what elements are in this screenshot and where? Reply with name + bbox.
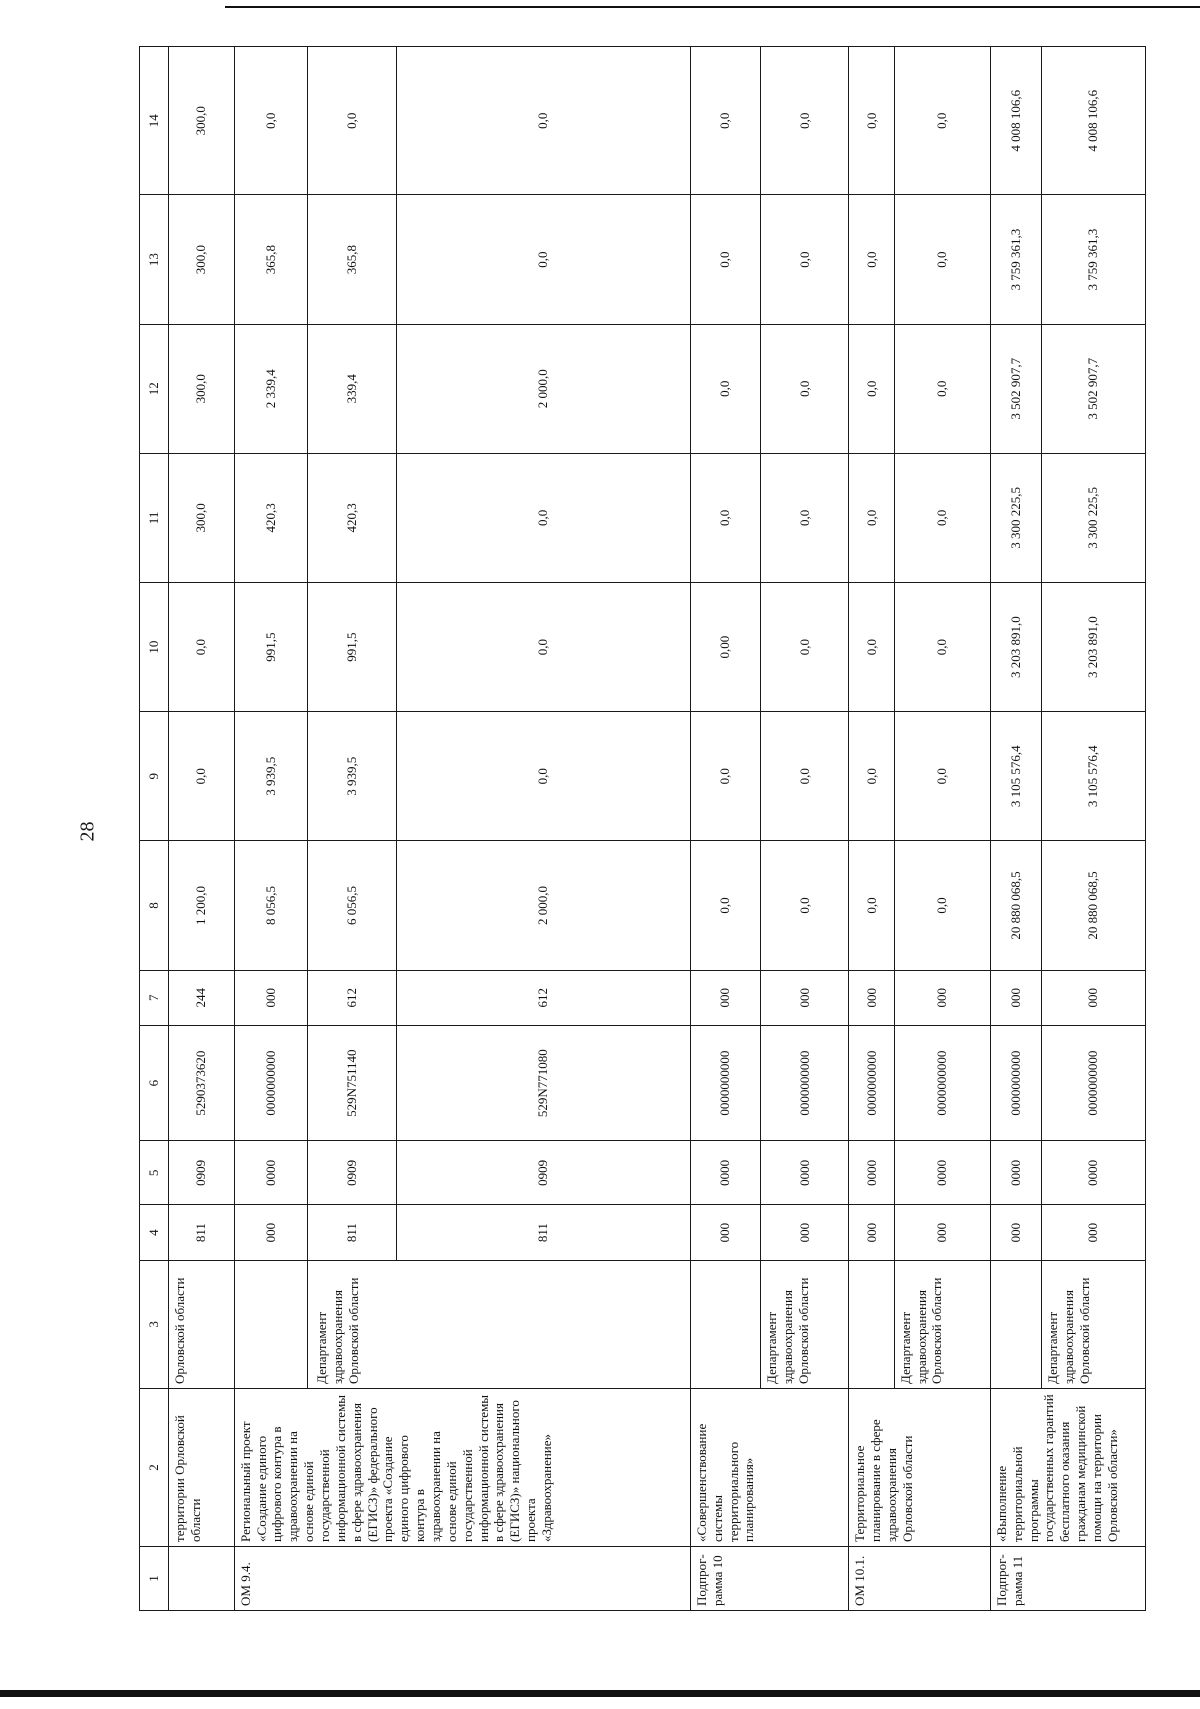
header-row	[140, 47, 169, 1611]
cell-year: 0,0	[894, 453, 990, 582]
cell-year: 3 300 225,5	[1041, 453, 1145, 582]
cell-year: 3 300 225,5	[990, 453, 1041, 582]
cell-total: 2 000,0	[396, 841, 690, 970]
cell-year: 3 105 576,4	[990, 712, 1041, 841]
cell-year: 420,3	[234, 453, 308, 582]
col-header: 7	[140, 970, 169, 1026]
cell-year: 300,0	[169, 47, 235, 195]
cell-year: 0,0	[894, 712, 990, 841]
row-name: Территориальное планирование в сфере здравоохранения Орловской области	[849, 1388, 991, 1546]
cell-total: 1 200,0	[169, 841, 235, 970]
cell-csr: 0000000000	[1041, 1026, 1145, 1141]
row-code: ОМ 9.4.	[234, 1546, 690, 1610]
cell-year: 3 203 891,0	[1041, 583, 1145, 712]
col-header: 11	[140, 453, 169, 582]
cell-year: 0,00	[690, 583, 760, 712]
cell-year: 0,0	[894, 47, 990, 195]
col-header: 3	[140, 1260, 169, 1388]
cell-grbs: 000	[234, 1205, 308, 1261]
table-row-sub10-exec	[761, 47, 849, 1611]
table-row-om94-exec1	[308, 47, 396, 1611]
row-executor	[990, 1260, 1041, 1388]
cell-year: 0,0	[396, 195, 690, 324]
row-executor: Орловской области	[169, 1260, 235, 1388]
cell-year: 0,0	[396, 583, 690, 712]
row-code	[169, 1546, 235, 1610]
row-executor	[849, 1260, 894, 1388]
cell-year: 0,0	[849, 195, 894, 324]
cell-csr: 0000000000	[990, 1026, 1041, 1141]
cell-vr: 612	[396, 970, 690, 1026]
top-rule	[225, 6, 1200, 8]
cell-year: 0,0	[690, 453, 760, 582]
cell-year: 0,0	[169, 583, 235, 712]
cell-year: 0,0	[894, 324, 990, 453]
col-header: 5	[140, 1141, 169, 1205]
row-name: Региональный проект «Создание единого цифрового контура в здравоохранении на основе единой государственной информационной системы в сфере здравоохранения (ЕГИСЗ)» федерального проекта «Создание единого цифрового контура в здравоохранении на основе единой государственной информационной системы в сфере здравоохранения (ЕГИСЗ)» национального проекта «Здравоохранение»	[234, 1388, 690, 1546]
cell-year: 300,0	[169, 324, 235, 453]
row-name: «Совершенствование системы территориального планирования»	[690, 1388, 848, 1546]
row-executor	[690, 1260, 760, 1388]
cell-rzpr: 0909	[396, 1141, 690, 1205]
cell-rzpr: 0000	[894, 1141, 990, 1205]
cell-year: 0,0	[894, 583, 990, 712]
cell-rzpr: 0909	[169, 1141, 235, 1205]
cell-year: 0,0	[849, 324, 894, 453]
table-row-sub11-total	[990, 47, 1041, 1611]
cell-grbs: 000	[849, 1205, 894, 1261]
cell-grbs: 811	[396, 1205, 690, 1261]
cell-year: 2 339,4	[234, 324, 308, 453]
row-executor	[234, 1260, 308, 1388]
cell-year: 3 759 361,3	[1041, 195, 1145, 324]
cell-year: 0,0	[396, 47, 690, 195]
bottom-rule	[0, 1690, 1200, 1697]
cell-year: 3 939,5	[234, 712, 308, 841]
col-header: 14	[140, 47, 169, 195]
cell-year: 0,0	[396, 712, 690, 841]
cell-year: 0,0	[690, 47, 760, 195]
cell-csr: 0000000000	[690, 1026, 760, 1141]
row-executor: Департамент здравоохранения Орловской области	[761, 1260, 849, 1388]
cell-year: 0,0	[849, 47, 894, 195]
row-name: «Выполнение территориальной программы государственных гарантий бесплатного оказания гражданам медицинской помощи на территории Орловской области»	[990, 1388, 1145, 1546]
cell-year: 0,0	[849, 583, 894, 712]
cell-year: 0,0	[761, 195, 849, 324]
cell-grbs: 000	[990, 1205, 1041, 1261]
table-row-om94-total	[234, 47, 308, 1611]
page-number: 28	[76, 821, 99, 842]
cell-rzpr: 0000	[690, 1141, 760, 1205]
cell-year: 365,8	[308, 195, 396, 324]
cell-grbs: 811	[169, 1205, 235, 1261]
cell-rzpr: 0000	[849, 1141, 894, 1205]
row-code: Подпрог-рамма 10	[690, 1546, 848, 1610]
cell-year: 0,0	[894, 195, 990, 324]
cell-year: 3 502 907,7	[990, 324, 1041, 453]
cell-csr: 0000000000	[849, 1026, 894, 1141]
cell-year: 3 502 907,7	[1041, 324, 1145, 453]
row-name: территории Орловской области	[169, 1388, 235, 1546]
cell-csr: 5290373620	[169, 1026, 235, 1141]
table-row-sub10-total	[690, 47, 760, 1611]
table-row-sub11-exec	[1041, 47, 1145, 1611]
row-code: Подпрог-рамма 11	[990, 1546, 1145, 1610]
cell-year: 0,0	[234, 47, 308, 195]
cell-vr: 000	[990, 970, 1041, 1026]
cell-grbs: 000	[761, 1205, 849, 1261]
cell-vr: 612	[308, 970, 396, 1026]
cell-grbs: 000	[894, 1205, 990, 1261]
cell-year: 991,5	[234, 583, 308, 712]
col-header: 13	[140, 195, 169, 324]
cell-total: 20 880 068,5	[990, 841, 1041, 970]
cell-year: 991,5	[308, 583, 396, 712]
cell-grbs: 811	[308, 1205, 396, 1261]
cell-vr: 000	[234, 970, 308, 1026]
row-executor: Департамент здравоохранения Орловской области	[894, 1260, 990, 1388]
cell-rzpr: 0000	[761, 1141, 849, 1205]
cell-year: 0,0	[761, 324, 849, 453]
cell-grbs: 000	[1041, 1205, 1145, 1261]
budget-table-rotated	[139, 46, 1146, 1611]
cell-year: 0,0	[761, 712, 849, 841]
cell-total: 20 880 068,5	[1041, 841, 1145, 970]
cell-year: 0,0	[308, 47, 396, 195]
cell-year: 300,0	[169, 195, 235, 324]
cell-vr: 000	[1041, 970, 1145, 1026]
cell-total: 0,0	[849, 841, 894, 970]
cell-year: 0,0	[761, 583, 849, 712]
row-executor: Департамент здравоохранения Орловской области	[1041, 1260, 1145, 1388]
cell-year: 0,0	[761, 47, 849, 195]
cell-vr: 000	[894, 970, 990, 1026]
row-code: ОМ 10.1.	[849, 1546, 991, 1610]
cell-csr: 0000000000	[761, 1026, 849, 1141]
cell-year: 0,0	[849, 453, 894, 582]
cell-total: 0,0	[690, 841, 760, 970]
cell-year: 0,0	[396, 453, 690, 582]
cell-rzpr: 0000	[990, 1141, 1041, 1205]
cell-year: 4 008 106,6	[990, 47, 1041, 195]
cell-csr: 529N751140	[308, 1026, 396, 1141]
cell-year: 0,0	[690, 712, 760, 841]
cell-vr: 000	[690, 970, 760, 1026]
cell-year: 365,8	[234, 195, 308, 324]
cell-vr: 244	[169, 970, 235, 1026]
table-row-continuation	[169, 47, 235, 1611]
col-header: 2	[140, 1388, 169, 1546]
cell-csr: 529N771080	[396, 1026, 690, 1141]
col-header: 8	[140, 841, 169, 970]
cell-rzpr: 0000	[1041, 1141, 1145, 1205]
cell-year: 420,3	[308, 453, 396, 582]
col-header: 10	[140, 583, 169, 712]
cell-total: 0,0	[894, 841, 990, 970]
budget-table	[139, 46, 1146, 1611]
cell-year: 3 105 576,4	[1041, 712, 1145, 841]
cell-year: 0,0	[761, 453, 849, 582]
cell-year: 0,0	[169, 712, 235, 841]
table-row-om101-exec	[894, 47, 990, 1611]
cell-rzpr: 0000	[234, 1141, 308, 1205]
cell-grbs: 000	[690, 1205, 760, 1261]
cell-year: 300,0	[169, 453, 235, 582]
table-row-om101-total	[849, 47, 894, 1611]
cell-year: 0,0	[690, 195, 760, 324]
cell-rzpr: 0909	[308, 1141, 396, 1205]
cell-year: 4 008 106,6	[1041, 47, 1145, 195]
cell-total: 8 056,5	[234, 841, 308, 970]
cell-csr: 0000000000	[894, 1026, 990, 1141]
cell-year: 0,0	[849, 712, 894, 841]
cell-total: 6 056,5	[308, 841, 396, 970]
col-header: 1	[140, 1546, 169, 1610]
col-header: 6	[140, 1026, 169, 1141]
cell-vr: 000	[849, 970, 894, 1026]
cell-csr: 0000000000	[234, 1026, 308, 1141]
row-executor: Департамент здравоохранения Орловской области	[308, 1260, 691, 1388]
cell-year: 3 203 891,0	[990, 583, 1041, 712]
cell-vr: 000	[761, 970, 849, 1026]
col-header: 9	[140, 712, 169, 841]
cell-year: 0,0	[690, 324, 760, 453]
cell-year: 3 939,5	[308, 712, 396, 841]
cell-year: 2 000,0	[396, 324, 690, 453]
col-header: 4	[140, 1205, 169, 1261]
col-header: 12	[140, 324, 169, 453]
cell-year: 339,4	[308, 324, 396, 453]
cell-total: 0,0	[761, 841, 849, 970]
cell-year: 3 759 361,3	[990, 195, 1041, 324]
